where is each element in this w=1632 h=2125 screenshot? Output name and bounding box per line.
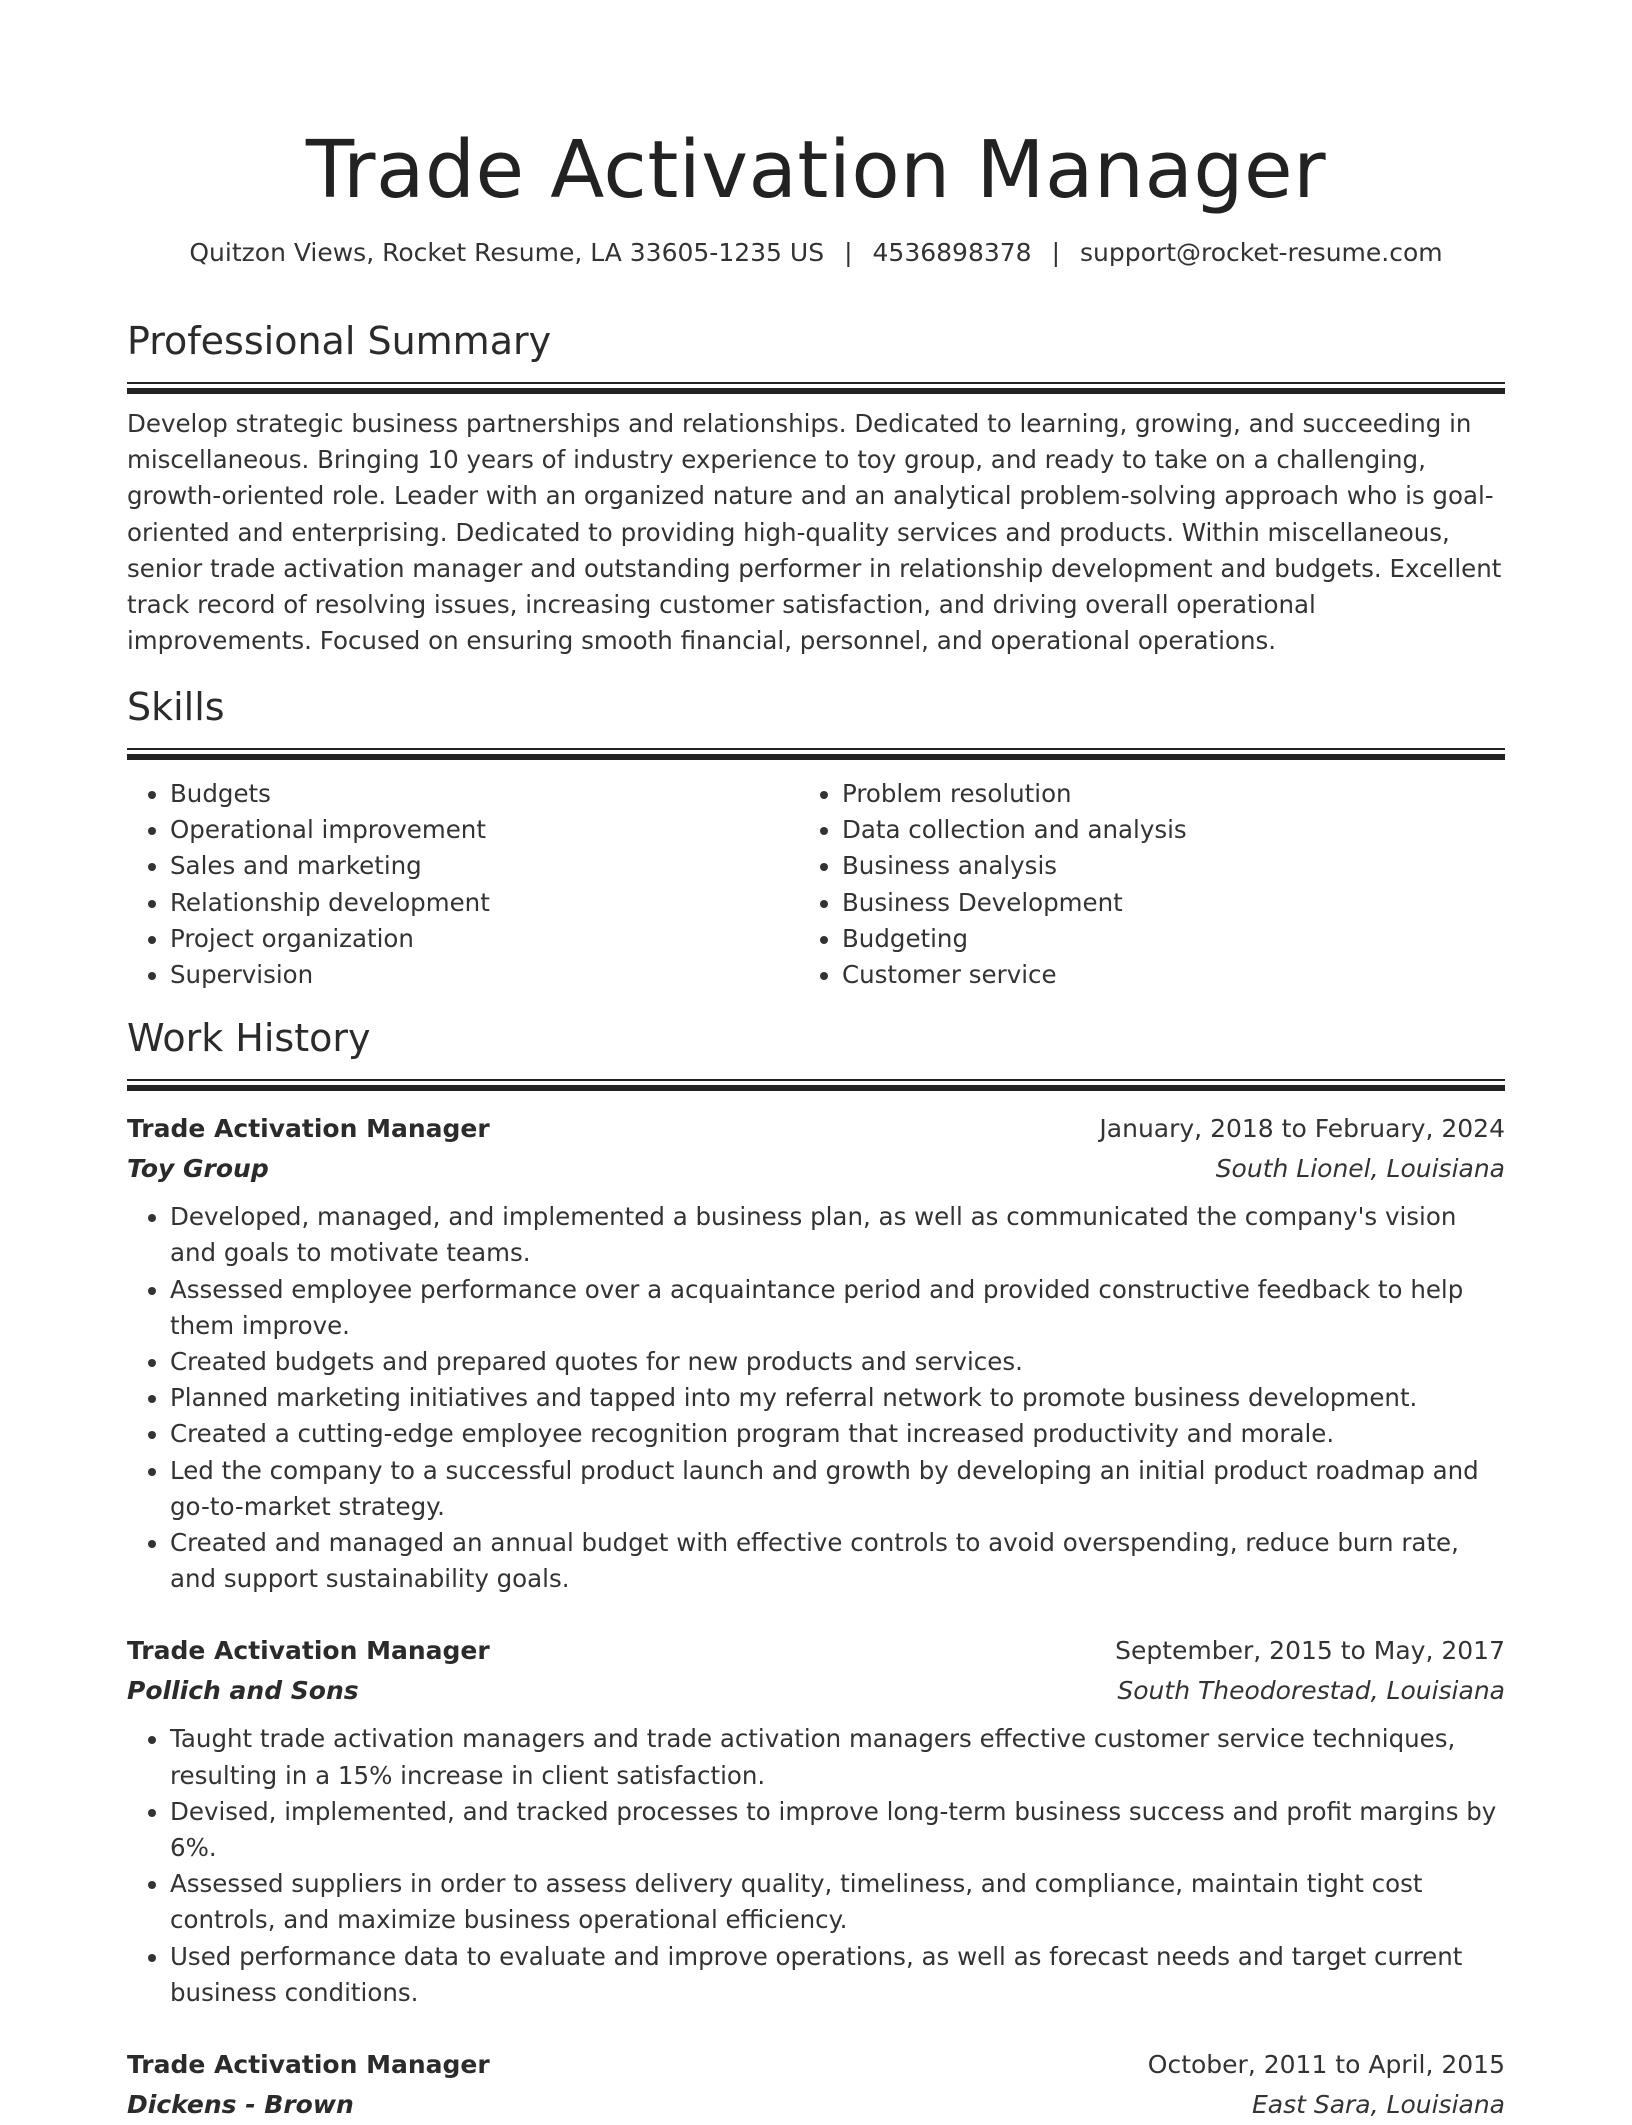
- job-bullet: • Taught trade activation managers and trade activation managers effective customer service techniques, resulting in a 15% increase in client satisfaction.: [170, 1721, 1505, 1793]
- job-bullet: • Created and managed an annual budget with effective controls to avoid overspending, reduce burn rate, and support sustainability goals.: [170, 1525, 1505, 1597]
- skill-item: • Problem resolution: [842, 776, 1431, 812]
- skills-columns: [127, 776, 1505, 993]
- skill-item: • Data collection and analysis: [842, 812, 1431, 848]
- skill-item: • Budgets: [170, 776, 759, 812]
- summary-text: Develop strategic business partnerships and relationships. Dedicated to learning, growing, and succeeding in miscellaneous. Bringing 10 years of industry experience to toy group, and ready to take on a challenging, growth-oriented role. Leader with an organized nature and an analytical problem-solving approach who is goal-oriented and enterprising. Dedicated to providing high-quality services and products. Within miscellaneous, senior trade activation manager and outstanding performer in relationship development and budgets. Excellent track record of resolving issues, increasing customer satisfaction, and driving overall operational improvements. Focused on ensuring smooth financial, personnel, and operational operations.: [127, 409, 1502, 656]
- job-location: South Theodorestad, Louisiana: [1117, 1676, 1505, 1706]
- section-divider: [127, 382, 1505, 394]
- skill-item: • Project organization: [170, 921, 759, 957]
- job-entry: [127, 2045, 1505, 2125]
- resume-name: Trade Activation Manager: [305, 124, 1327, 216]
- skill-item: • Customer service: [842, 957, 1431, 993]
- job-bullet: • Devised, implemented, and tracked processes to improve long-term business success and profit margins by 6%.: [170, 1794, 1505, 1866]
- job-title: Trade Activation Manager: [127, 1114, 490, 1144]
- skill-item: • Business Development: [842, 885, 1431, 921]
- contact-separator: |: [844, 238, 853, 267]
- job-bullet: • Developed, managed, and implemented a business plan, as well as communicated the company's vision and goals to motivate teams.: [170, 1199, 1505, 1271]
- job-company-row: [127, 1671, 1505, 1711]
- skill-item: • Budgeting: [842, 921, 1431, 957]
- job-header-row: [127, 1631, 1505, 1671]
- job-bullet: • Created a cutting-edge employee recognition program that increased productivity and morale.: [170, 1416, 1505, 1452]
- job-company-row: [127, 1149, 1505, 1189]
- contact-line: [127, 236, 1505, 270]
- job-dates: September, 2015 to May, 2017: [1115, 1636, 1505, 1666]
- job-company: Dickens - Brown: [127, 2090, 354, 2119]
- job-header-row: [127, 2045, 1505, 2085]
- job-location: South Lionel, Louisiana: [1215, 1154, 1505, 1184]
- job-dates: January, 2018 to February, 2024: [1099, 1114, 1505, 1144]
- job-dates: October, 2011 to April, 2015: [1147, 2050, 1505, 2079]
- skill-item: • Sales and marketing: [170, 848, 759, 884]
- contact-separator: |: [1051, 238, 1061, 267]
- job-bullets: [127, 1199, 1505, 1597]
- job-title: Trade Activation Manager: [127, 1636, 490, 1666]
- section-divider: [127, 1079, 1505, 1091]
- contact-phone: 4536898378: [872, 238, 1032, 267]
- skill-item: • Relationship development: [170, 885, 759, 921]
- job-header-row: [127, 1109, 1505, 1149]
- skills-list-left: [127, 776, 759, 993]
- job-entry: [127, 1631, 1505, 2011]
- section-title-skills: Skills: [127, 684, 225, 729]
- job-bullet: • Assessed employee performance over a acquaintance period and provided constructive feedback to help them improve.: [170, 1272, 1505, 1344]
- job-bullet: • Planned marketing initiatives and tapped into my referral network to promote business development.: [170, 1380, 1505, 1416]
- job-entry: [127, 1109, 1505, 1597]
- summary-section: [127, 318, 1505, 659]
- section-title-work-history: Work History: [127, 1016, 371, 1061]
- skill-item: • Supervision: [170, 957, 759, 993]
- contact-address: Quitzon Views, Rocket Resume, LA 33605-1235 US: [189, 238, 825, 267]
- job-bullet: • Led the company to a successful product launch and growth by developing an initial product roadmap and go-to-market strategy.: [170, 1453, 1505, 1525]
- job-title: Trade Activation Manager: [127, 2050, 490, 2079]
- job-location: East Sara, Louisiana: [1251, 2090, 1505, 2119]
- skill-item: • Business analysis: [842, 848, 1431, 884]
- skills-section: [127, 684, 1505, 993]
- contact-email: support@rocket-resume.com: [1080, 238, 1443, 267]
- section-title-summary: Professional Summary: [127, 319, 552, 363]
- job-company: Pollich and Sons: [127, 1676, 359, 1706]
- job-bullets: [127, 1721, 1505, 2011]
- job-bullet: • Created budgets and prepared quotes for new products and services.: [170, 1344, 1505, 1380]
- job-company: Toy Group: [127, 1154, 269, 1184]
- skill-item: • Operational improvement: [170, 812, 759, 848]
- section-divider: [127, 748, 1505, 760]
- job-company-row: [127, 2085, 1505, 2125]
- work-history-section: [127, 1015, 1505, 2125]
- job-bullet: • Used performance data to evaluate and improve operations, as well as forecast needs and target current business conditions.: [170, 1939, 1505, 2011]
- job-bullet: • Assessed suppliers in order to assess delivery quality, timeliness, and compliance, maintain tight cost controls, and maximize business operational efficiency.: [170, 1866, 1505, 1938]
- skills-list-right: [799, 776, 1431, 993]
